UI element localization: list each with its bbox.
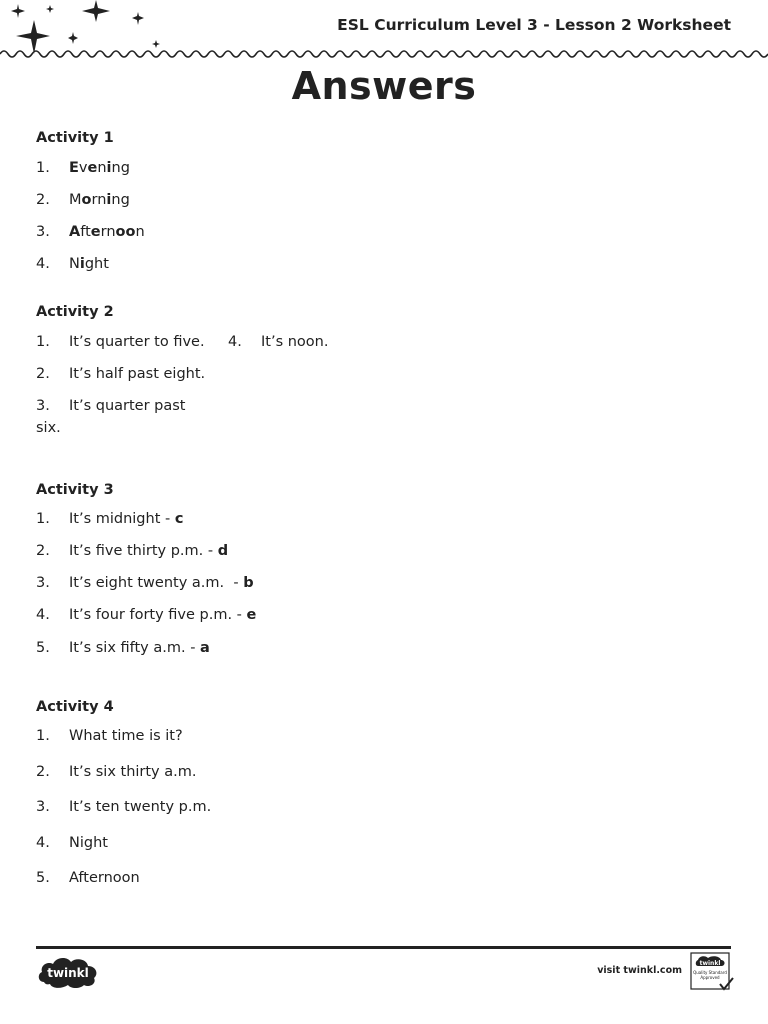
svg-text:twinkl: twinkl bbox=[47, 966, 89, 980]
activity-3-item: 1. It’s midnight - c bbox=[36, 511, 184, 527]
activity-4-item: 1. What time is it? bbox=[36, 728, 183, 744]
activity-4-item: 2. It’s six thirty a.m. bbox=[36, 764, 197, 780]
answer-letter: d bbox=[217, 543, 229, 559]
item-number: 1. bbox=[36, 334, 50, 350]
activity-4-item: 3. It’s ten twenty p.m. bbox=[36, 799, 212, 815]
item-number: 5. bbox=[36, 640, 50, 656]
activity-2-item: 1. It’s quarter to five. bbox=[36, 334, 205, 350]
badge-text: Quality Standard Approved bbox=[693, 970, 727, 980]
answer-letter: e bbox=[246, 607, 257, 623]
activity-3-item: 5. It’s six fifty a.m. - a bbox=[36, 640, 210, 656]
activity-1-item: 4. Night bbox=[36, 256, 109, 272]
svg-text:twinkl: twinkl bbox=[699, 960, 721, 967]
activity-3-item: 3. It’s eight twenty a.m. - b bbox=[36, 575, 254, 591]
activity-3-item: 2. It’s five thirty p.m. - d bbox=[36, 543, 229, 559]
footer-divider bbox=[36, 946, 731, 949]
activity-2-item: 3. It’s quarter past bbox=[36, 398, 186, 414]
answer-letter: c bbox=[174, 511, 184, 527]
item-number: 3. bbox=[36, 224, 50, 240]
wavy-divider bbox=[0, 42, 768, 62]
item-number: 1. bbox=[36, 511, 50, 527]
item-number: 1. bbox=[36, 728, 50, 744]
item-number: 2. bbox=[36, 543, 50, 559]
activity-3-item: 4. It’s four forty five p.m. - e bbox=[36, 607, 257, 623]
item-number: 4. bbox=[36, 607, 50, 623]
item-number: 3. bbox=[36, 398, 50, 414]
activity-4-item: 4. Night bbox=[36, 835, 108, 851]
answer-letter: a bbox=[200, 640, 210, 656]
quality-badge-icon bbox=[690, 952, 734, 992]
activity-4-title: Activity 4 bbox=[36, 699, 114, 715]
activity-3-title: Activity 3 bbox=[36, 482, 114, 498]
activity-2-item: 4. It’s noon. bbox=[228, 334, 329, 350]
answer-letter: b bbox=[243, 575, 254, 591]
item-number: 4. bbox=[228, 334, 242, 350]
visit-link[interactable]: visit twinkl.com bbox=[597, 965, 682, 976]
item-number: 5. bbox=[36, 870, 50, 886]
item-number: 3. bbox=[36, 575, 50, 591]
item-number: 2. bbox=[36, 366, 50, 382]
page-title: Answers bbox=[291, 64, 477, 108]
twinkl-logo[interactable] bbox=[36, 952, 100, 990]
item-number: 2. bbox=[36, 764, 50, 780]
worksheet-header-title: ESL Curriculum Level 3 - Lesson 2 Worksheet bbox=[337, 16, 731, 34]
activity-1-title: Activity 1 bbox=[36, 130, 114, 146]
item-number: 4. bbox=[36, 835, 50, 851]
item-number: 1. bbox=[36, 160, 50, 176]
item-number: 3. bbox=[36, 799, 50, 815]
activity-1-item: 2. Morning bbox=[36, 192, 130, 208]
activity-4-item: 5. Afternoon bbox=[36, 870, 140, 886]
activity-2-item-continuation: six. bbox=[36, 420, 61, 436]
item-number: 2. bbox=[36, 192, 50, 208]
activity-2-item: 2. It’s half past eight. bbox=[36, 366, 206, 382]
activity-1-item: 3. Afternoon bbox=[36, 224, 145, 240]
activity-2-title: Activity 2 bbox=[36, 304, 114, 320]
item-number: 4. bbox=[36, 256, 50, 272]
activity-1-item: 1. Evening bbox=[36, 160, 130, 176]
